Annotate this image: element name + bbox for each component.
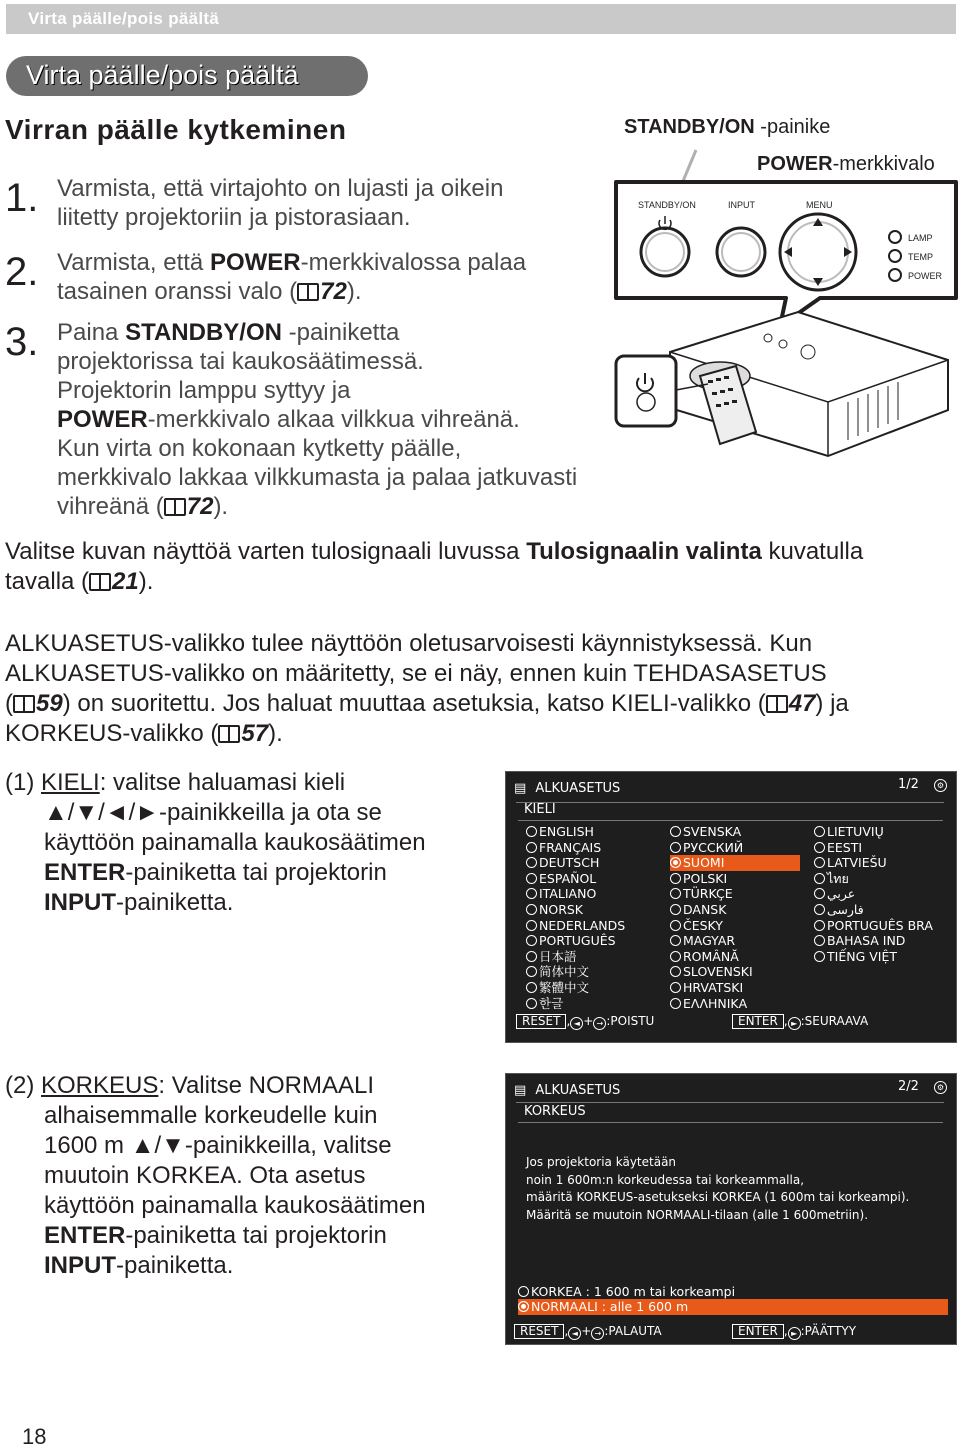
enter-button[interactable]: ENTER	[732, 1014, 784, 1029]
language-column-1	[526, 824, 625, 1011]
radio-icon	[814, 873, 825, 884]
text: kuvatulla	[761, 538, 864, 565]
arrow-right-icon: ►	[788, 1017, 801, 1030]
osd-page: 2/2	[898, 1079, 919, 1094]
language-option[interactable]	[670, 949, 800, 965]
book-icon	[297, 283, 319, 301]
arrow-left-icon: ◄	[570, 1017, 583, 1030]
settings-icon: ⚙	[934, 779, 947, 792]
language-label: ROMÂNĂ	[683, 948, 739, 964]
language-option[interactable]	[670, 886, 800, 902]
language-option[interactable]	[814, 840, 933, 856]
page-heading: Virran päälle kytkeminen	[5, 114, 347, 145]
osd-section: KIELI	[524, 802, 556, 817]
page-ref-link[interactable]: 57	[241, 720, 269, 747]
arrow-left-icon: ◄	[568, 1327, 581, 1340]
text: Varmista, että	[57, 249, 210, 276]
radio-icon	[670, 920, 681, 931]
radio-selected-icon	[670, 857, 681, 868]
page-ref-link[interactable]: 72	[186, 493, 214, 520]
text: tasainen oranssi valo (	[57, 278, 298, 305]
text: Paina	[57, 319, 126, 346]
text: -painike	[754, 116, 831, 138]
osd-text-line: Määritä se muutoin NORMAALI-tilaan (alle 1 600metriin).	[526, 1207, 869, 1222]
bold-text: Tulosignaalin valinta	[526, 538, 762, 565]
language-label: 简体中文	[539, 964, 590, 980]
bold-text: ENTER	[44, 859, 126, 886]
text-line	[5, 888, 426, 918]
footer-text: :SEURAAVA	[800, 1014, 869, 1028]
text-line: alhaisemmalle korkeudelle kuin	[44, 1102, 378, 1129]
bold-text: POWER	[209, 249, 301, 276]
osd-section: KORKEUS	[524, 1104, 586, 1119]
header-title: Virta päälle/pois päältä	[28, 9, 220, 28]
step-3-text	[57, 318, 577, 521]
page-ref-link[interactable]: 21	[112, 568, 139, 595]
radio-icon	[814, 826, 825, 837]
arrow-right-icon: ►	[788, 1327, 801, 1340]
radio-icon	[814, 935, 825, 946]
page-ref-link[interactable]: 72	[320, 278, 347, 305]
radio-icon	[670, 982, 681, 993]
text: tavalla (	[5, 568, 90, 595]
text-line: muutoin KORKEA. Ota asetus	[44, 1162, 366, 1189]
option-korkea[interactable]	[518, 1284, 948, 1300]
radio-icon	[670, 826, 681, 837]
language-option[interactable]	[670, 824, 800, 840]
radio-icon	[526, 935, 537, 946]
text: -painiketta tai projektorin	[125, 859, 387, 886]
language-label: ESPAÑOL	[539, 870, 597, 886]
radio-icon	[814, 842, 825, 853]
step-1-text	[57, 174, 503, 232]
osd-footer: RESET , ◄ + → :PALAUTA	[514, 1324, 662, 1340]
step-line: Kun virta on kokonaan kytketty päälle,	[57, 435, 462, 462]
text: ) on suoritettu. Jos haluat muuttaa asetuksia, katso KIELI-valikko (	[62, 690, 766, 717]
step-line: merkkivalo lakkaa vilkkumasta ja palaa jatkuvasti	[57, 464, 578, 491]
osd-altitude-screen	[505, 1073, 957, 1345]
menu-icon: ▤	[514, 1083, 527, 1098]
osd-text-line: noin 1 600m:n korkeudessa tai korkeammalla,	[526, 1172, 805, 1187]
language-option[interactable]	[526, 902, 625, 918]
bold-text: STANDBY/ON	[125, 319, 282, 346]
osd-text-line: Jos projektoria käytetään	[526, 1155, 677, 1169]
language-label: LATVIEŠU	[827, 855, 887, 871]
text-line	[5, 1221, 426, 1251]
bold-text: STANDBY/ON	[624, 116, 755, 138]
step-line: projektorissa tai kaukosäätimessä.	[57, 348, 424, 375]
radio-icon	[814, 888, 825, 899]
page-ref-link[interactable]: 59	[36, 690, 63, 717]
bold-text: POWER	[57, 406, 148, 433]
panel-standby-label: STANDBY/ON	[638, 200, 696, 210]
step-line: liitetty projektoriin ja pistorasiaan.	[57, 204, 411, 231]
language-option[interactable]	[670, 980, 800, 996]
step-line: Varmista, että virtajohto on lujasti ja oikein	[57, 175, 504, 202]
text-line	[5, 567, 955, 597]
kieli-link[interactable]: KIELI	[41, 769, 100, 796]
language-label: SLOVENSKI	[683, 964, 753, 980]
radio-icon	[814, 951, 825, 962]
text: ) ja	[815, 690, 849, 717]
language-option[interactable]	[526, 886, 625, 902]
language-option[interactable]	[670, 840, 800, 856]
text: -merkkivalossa palaa	[300, 249, 527, 276]
language-label: MAGYAR	[683, 933, 736, 949]
enter-button[interactable]: ENTER	[732, 1324, 784, 1339]
text: -painiketta	[281, 319, 400, 346]
panel-menu-label: MENU	[806, 200, 833, 210]
page-ref-link[interactable]: 47	[788, 690, 816, 717]
language-option[interactable]	[814, 902, 933, 918]
step-number: 1.	[5, 176, 39, 220]
language-option[interactable]	[670, 996, 800, 1012]
radio-icon	[526, 998, 537, 1009]
page-number: 18	[22, 1424, 47, 1449]
language-label: عربي	[827, 886, 856, 902]
item-altitude	[5, 1071, 426, 1281]
osd-language-screen	[505, 771, 957, 1043]
radio-icon	[670, 998, 681, 1009]
language-option[interactable]	[670, 902, 800, 918]
reset-button[interactable]: RESET	[514, 1324, 564, 1339]
text: (	[5, 690, 13, 717]
language-option[interactable]	[814, 918, 933, 934]
text: vihreänä (	[57, 493, 164, 520]
step-number: 3.	[5, 320, 39, 364]
language-option[interactable]	[526, 980, 625, 996]
language-label: FRANÇAIS	[539, 839, 602, 855]
bold-text: POWER	[757, 153, 833, 175]
text: -painiketta.	[116, 889, 234, 916]
input-button-icon	[717, 228, 765, 276]
language-label: TÜRKÇE	[683, 886, 733, 902]
radio-icon	[526, 857, 537, 868]
language-label: ITALIANO	[539, 886, 597, 902]
language-label: POLSKI	[683, 870, 728, 886]
language-option[interactable]	[670, 918, 800, 934]
item-language	[5, 768, 426, 918]
language-column-3	[814, 824, 933, 964]
text-line: käyttöön painamalla kaukosäätimen	[44, 1192, 426, 1219]
text: (1)	[5, 769, 41, 796]
bold-text: ENTER	[44, 1222, 126, 1249]
text-line	[5, 689, 955, 719]
text-line	[5, 719, 955, 749]
language-option[interactable]	[814, 871, 933, 887]
radio-icon	[526, 826, 537, 837]
step-line	[57, 248, 526, 277]
language-label: ไทย	[827, 870, 849, 886]
standby-button-icon	[641, 228, 689, 276]
language-label: TIẾNG VIỆT	[827, 948, 898, 964]
osd-title: ALKUASETUS	[535, 781, 621, 796]
text-line	[5, 858, 426, 888]
text: (2)	[5, 1072, 41, 1099]
text: ).	[213, 493, 229, 520]
language-option[interactable]	[526, 840, 625, 856]
step-line	[57, 277, 526, 306]
radio-icon	[526, 873, 537, 884]
language-option[interactable]	[814, 933, 933, 949]
language-option[interactable]	[814, 886, 933, 902]
radio-icon	[518, 1286, 529, 1297]
step-line	[57, 492, 577, 521]
radio-icon	[670, 904, 681, 915]
text-line: ALKUASETUS-valikko tulee näyttöön oletusarvoisesti käynnistyksessä. Kun	[5, 630, 813, 657]
osd-footer-right: ENTER , ► :PÄÄTTYY	[732, 1324, 856, 1340]
radio-icon	[526, 982, 537, 993]
bold-text: INPUT	[44, 889, 116, 916]
radio-icon	[670, 951, 681, 962]
text: Valitse kuvan näyttöä varten tulosignaali luvussa	[5, 538, 527, 565]
language-label: NEDERLANDS	[539, 917, 626, 933]
reset-button[interactable]: RESET	[516, 1014, 566, 1029]
osd-footer: RESET , ◄ + → :POISTU	[516, 1014, 654, 1030]
step-2-text	[57, 248, 526, 306]
lamp-indicator-icon	[889, 231, 901, 243]
book-icon	[218, 725, 240, 743]
radio-icon	[814, 857, 825, 868]
power-indicator-icon	[889, 269, 901, 281]
radio-icon	[526, 904, 537, 915]
language-label: ΕΛΛΗΝΙΚΑ	[683, 995, 748, 1011]
language-label: 한글	[539, 995, 564, 1011]
input-icon: →	[593, 1017, 606, 1030]
language-option[interactable]	[526, 871, 625, 887]
osd-description	[526, 1154, 909, 1224]
projector-illustration	[608, 140, 960, 460]
language-label: 繁體中文	[539, 979, 590, 995]
radio-icon	[670, 966, 681, 977]
option-label: KORKEA : 1 600 m tai korkeampi	[531, 1284, 736, 1299]
step-line	[57, 318, 577, 347]
language-label: SVENSKA	[683, 824, 742, 839]
language-option[interactable]	[526, 918, 625, 934]
language-option[interactable]	[670, 964, 800, 980]
language-option[interactable]	[526, 964, 625, 980]
text: : Valitse NORMAALI	[158, 1072, 374, 1099]
menu-icon: ▤	[514, 781, 527, 796]
text: KORKEUS-valikko (	[5, 720, 219, 747]
language-option[interactable]	[814, 855, 933, 871]
section-title: Virta päälle/pois päältä	[26, 60, 299, 90]
text-line: 1600 m ▲/▼-painikkeilla, valitse	[44, 1132, 392, 1159]
lamp-label: LAMP	[908, 233, 933, 243]
language-label: DANSK	[683, 901, 727, 917]
language-option[interactable]	[814, 949, 933, 965]
text: ).	[346, 278, 362, 305]
language-label: BAHASA IND	[827, 933, 906, 949]
text-line: ALKUASETUS-valikko on määritetty, se ei näy, ennen kuin TEHDASASETUS	[5, 660, 827, 687]
language-option[interactable]	[670, 933, 800, 949]
language-label: 日本語	[539, 948, 577, 964]
text-line: käyttöön painamalla kaukosäätimen	[44, 829, 426, 856]
radio-icon	[526, 951, 537, 962]
radio-icon	[526, 920, 537, 931]
language-label: ČESKY	[683, 917, 723, 933]
language-label: SUOMI	[683, 855, 725, 871]
language-option[interactable]	[670, 871, 800, 887]
language-label: DEUTSCH	[539, 855, 600, 871]
radio-icon	[526, 888, 537, 899]
language-column-2	[670, 824, 800, 1011]
language-option[interactable]	[670, 855, 800, 871]
language-option[interactable]	[814, 824, 933, 840]
text-line	[5, 1251, 426, 1281]
text: ).	[138, 568, 154, 595]
radio-icon	[814, 920, 825, 931]
book-icon	[13, 695, 35, 713]
language-option[interactable]	[526, 996, 625, 1012]
book-icon	[766, 695, 788, 713]
radio-icon	[814, 904, 825, 915]
book-icon	[164, 498, 186, 516]
osd-footer-right: ENTER , ► :SEURAAVA	[732, 1014, 868, 1030]
temp-label: TEMP	[908, 252, 934, 262]
osd-text-line: määritä KORKEUS-asetukseksi KORKEA (1 600m tai korkeampi).	[526, 1190, 910, 1204]
text-line: ▲/▼/◄/►-painikkeilla ja ota se	[44, 799, 382, 826]
language-option[interactable]	[526, 824, 625, 840]
language-label: ENGLISH	[539, 824, 594, 839]
paragraph-input-signal	[5, 537, 955, 597]
radio-selected-icon	[518, 1301, 529, 1312]
language-label: NORSK	[539, 901, 584, 917]
text-line	[5, 537, 955, 567]
language-option[interactable]	[526, 933, 625, 949]
settings-icon: ⚙	[934, 1081, 947, 1094]
radio-icon	[670, 873, 681, 884]
step-line: Projektorin lamppu syttyy ja	[57, 377, 351, 404]
radio-icon	[526, 842, 537, 853]
footer-text: :PÄÄTTYY	[800, 1324, 857, 1338]
radio-icon	[670, 935, 681, 946]
text: : valitse haluamasi kieli	[99, 769, 346, 796]
radio-icon	[670, 842, 681, 853]
input-icon: →	[591, 1327, 604, 1340]
language-option[interactable]	[526, 949, 625, 965]
panel-input-label: INPUT	[728, 200, 755, 210]
standby-label	[624, 116, 830, 139]
language-label: PORTUGUÊS BRA	[827, 917, 933, 933]
text-line	[5, 1071, 426, 1101]
language-option[interactable]	[526, 855, 625, 871]
language-label: فارسی	[827, 901, 864, 917]
language-label: HRVATSKI	[683, 979, 744, 995]
language-label: LIETUVIŲ	[827, 824, 884, 839]
book-icon	[89, 573, 111, 591]
text-line	[5, 768, 426, 798]
text: ).	[268, 720, 283, 747]
osd-title: ALKUASETUS	[535, 1083, 621, 1098]
step-number: 2.	[5, 250, 39, 294]
language-label: PORTUGUÊS	[539, 933, 616, 949]
korkeus-link[interactable]: KORKEUS	[41, 1072, 159, 1099]
power-ind-label: POWER	[908, 271, 943, 281]
text: -painiketta tai projektorin	[125, 1222, 387, 1249]
footer-text: :POISTU	[606, 1014, 655, 1028]
osd-title-bar	[514, 1079, 948, 1099]
text: -merkkivalo alkaa vilkkua vihreänä.	[147, 406, 520, 433]
option-normaali[interactable]	[518, 1299, 948, 1315]
text: -merkkivalo	[832, 153, 935, 175]
language-label: РУССКИЙ	[683, 839, 744, 855]
osd-page: 1/2	[898, 777, 919, 792]
step-line	[57, 405, 577, 434]
radio-icon	[526, 966, 537, 977]
radio-icon	[670, 888, 681, 899]
footer-text: :PALAUTA	[604, 1324, 662, 1338]
osd-title-bar	[514, 777, 948, 797]
temp-indicator-icon	[889, 250, 901, 262]
text: -painiketta.	[116, 1252, 234, 1279]
language-label: EESTI	[827, 839, 863, 855]
option-label: NORMAALI : alle 1 600 m	[531, 1299, 689, 1314]
paragraph-start-menu	[5, 629, 955, 749]
bold-text: INPUT	[44, 1252, 116, 1279]
